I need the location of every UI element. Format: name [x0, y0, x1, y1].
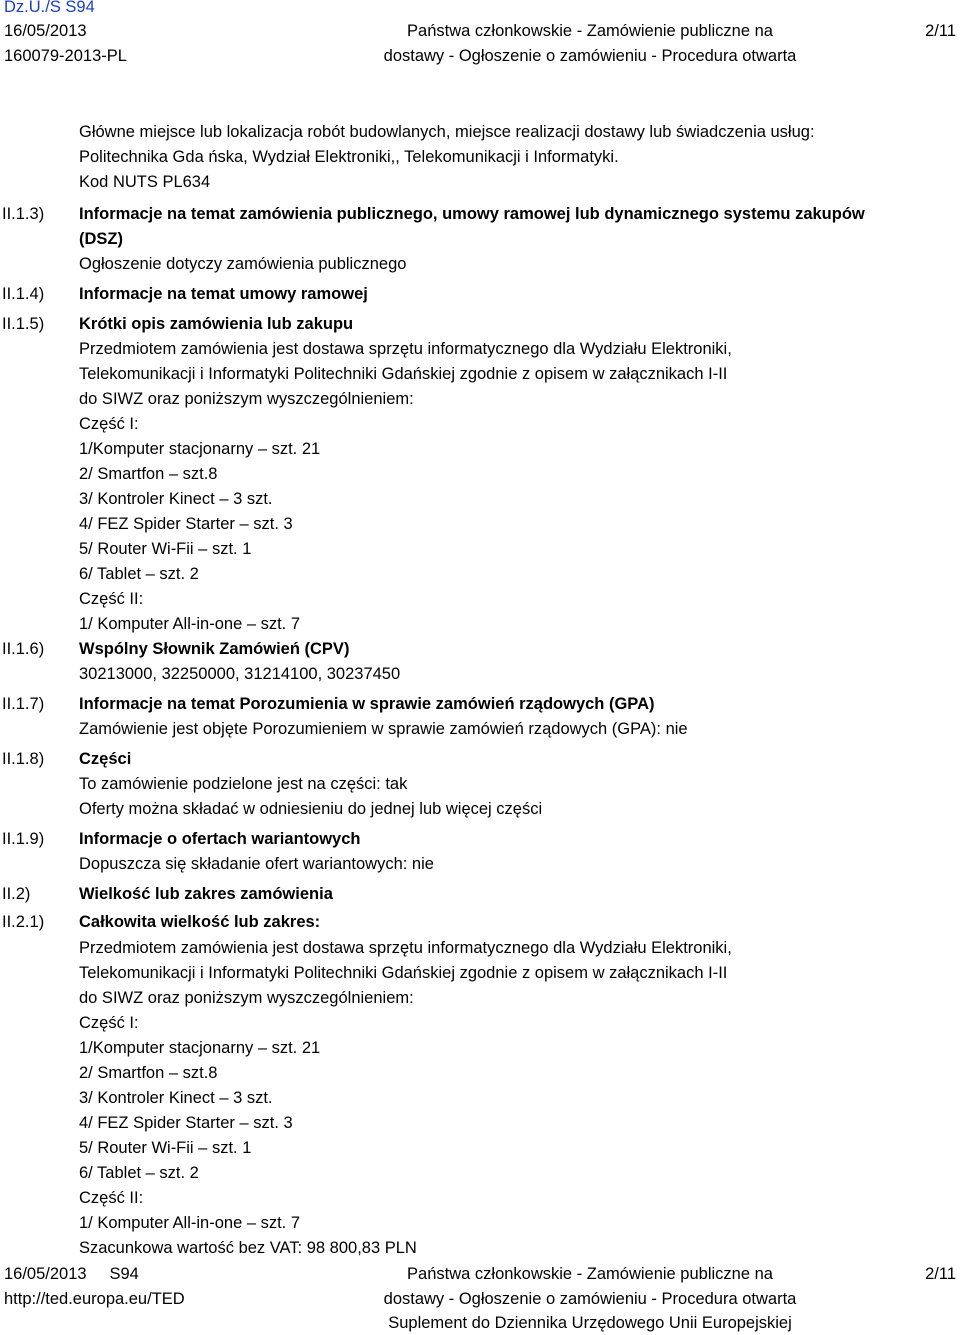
section-label: II.1.6) [2, 640, 45, 658]
footer-title-line2: dostawy - Ogłoszenie o zamówieniu - Procedura otwarta [383, 1290, 797, 1308]
description-line: Część II: [79, 590, 144, 608]
header-title-line1: Państwa członkowskie - Zamówienie publiczne na [407, 22, 773, 40]
section-label: II.1.3) [2, 205, 45, 223]
description-line: 3/ Kontroler Kinect – 3 szt. [79, 490, 273, 508]
section-label: II.1.9) [2, 830, 45, 848]
section-label: II.2.1) [2, 913, 45, 931]
section-label: II.1.4) [2, 285, 45, 303]
total-line: 4/ FEZ Spider Starter – szt. 3 [79, 1114, 293, 1132]
total-scope-heading: Całkowita wielkość lub zakres: [79, 913, 321, 931]
section-label: II.1.5) [2, 315, 45, 333]
total-line: 2/ Smartfon – szt.8 [79, 1064, 218, 1082]
nuts-code: Kod NUTS PL634 [79, 173, 211, 191]
header-page-number: 2/11 [925, 22, 956, 40]
place-value: Politechnika Gda ńska, Wydział Elektroniki,, Telekomunikacji i Informatyki. [79, 148, 619, 166]
total-line: 1/ Komputer All-in-one – szt. 7 [79, 1214, 301, 1232]
description-line: 6/ Tablet – szt. 2 [79, 565, 199, 583]
footer-title-line3: Suplement do Dziennika Urzędowego Unii Europejskiej [388, 1314, 792, 1332]
short-description-heading: Krótki opis zamówienia lub zakupu [79, 315, 354, 333]
cpv-heading: Wspólny Słownik Zamówień (CPV) [79, 640, 350, 658]
variants-value: Dopuszcza się składanie ofert wariantowych: nie [79, 855, 434, 873]
header-title-line2: dostawy - Ogłoszenie o zamówieniu - Procedura otwarta [383, 47, 797, 65]
gpa-heading: Informacje na temat Porozumienia w sprawie zamówień rządowych (GPA) [79, 695, 655, 713]
footer-title-line1: Państwa członkowskie - Zamówienie publiczne na [407, 1265, 773, 1283]
footer-date: 16/05/2013 S94 [4, 1265, 139, 1283]
scope-heading: Wielkość lub zakres zamówienia [79, 885, 333, 903]
footer-url[interactable]: http://ted.europa.eu/TED [4, 1290, 185, 1308]
dsz-heading-cont: (DSZ) [79, 230, 123, 248]
description-line: 1/Komputer stacjonarny – szt. 21 [79, 440, 321, 458]
variants-heading: Informacje o ofertach wariantowych [79, 830, 361, 848]
total-line: Przedmiotem zamówienia jest dostawa sprzętu informatycznego dla Wydziału Elektroniki, [79, 939, 732, 957]
lots-value: Oferty można składać w odniesieniu do jednej lub więcej części [79, 800, 543, 818]
page-header [0, 0, 960, 70]
section-label: II.2) [2, 885, 31, 903]
lots-value: To zamówienie podzielone jest na części: tak [79, 775, 408, 793]
section-label: II.1.7) [2, 695, 45, 713]
doc-id-link[interactable]: Dz.U./S S94 [4, 0, 95, 16]
description-line: 4/ FEZ Spider Starter – szt. 3 [79, 515, 293, 533]
total-line: 1/Komputer stacjonarny – szt. 21 [79, 1039, 321, 1057]
total-line: 3/ Kontroler Kinect – 3 szt. [79, 1089, 273, 1107]
description-line: do SIWZ oraz poniższym wyszczególnieniem: [79, 390, 414, 408]
gpa-value: Zamówienie jest objęte Porozumieniem w sprawie zamówień rządowych (GPA): nie [79, 720, 688, 738]
notice-number: 160079-2013-PL [4, 47, 127, 65]
page-footer [0, 1262, 960, 1334]
description-line: Telekomunikacji i Informatyki Politechniki Gdańskiej zgodnie z opisem w załącznikach I-II [79, 365, 728, 383]
total-line: 5/ Router Wi-Fii – szt. 1 [79, 1139, 252, 1157]
total-line: 6/ Tablet – szt. 2 [79, 1164, 199, 1182]
section-label: II.1.8) [2, 750, 45, 768]
lots-heading: Części [79, 750, 132, 768]
description-line: 1/ Komputer All-in-one – szt. 7 [79, 615, 301, 633]
dsz-value: Ogłoszenie dotyczy zamówienia publicznego [79, 255, 407, 273]
total-line: do SIWZ oraz poniższym wyszczególnieniem: [79, 989, 414, 1007]
footer-page-number: 2/11 [925, 1265, 956, 1283]
total-line: Część II: [79, 1189, 144, 1207]
framework-heading: Informacje na temat umowy ramowej [79, 285, 368, 303]
total-line: Telekomunikacji i Informatyki Politechniki Gdańskiej zgodnie z opisem w załącznikach I-II [79, 964, 728, 982]
place-heading: Główne miejsce lub lokalizacja robót budowlanych, miejsce realizacji dostawy lub świadczenia usług: [79, 123, 815, 141]
description-line: 2/ Smartfon – szt.8 [79, 465, 218, 483]
total-line: Część I: [79, 1014, 139, 1032]
description-line: Przedmiotem zamówienia jest dostawa sprzętu informatycznego dla Wydziału Elektroniki, [79, 340, 732, 358]
estimated-value: Szacunkowa wartość bez VAT: 98 800,83 PLN [79, 1239, 417, 1257]
cpv-value: 30213000, 32250000, 31214100, 30237450 [79, 665, 401, 683]
header-date: 16/05/2013 [4, 22, 87, 40]
description-line: 5/ Router Wi-Fii – szt. 1 [79, 540, 252, 558]
description-line: Część I: [79, 415, 139, 433]
dsz-heading: Informacje na temat zamówienia publicznego, umowy ramowej lub dynamicznego systemu zakupów [79, 205, 865, 223]
